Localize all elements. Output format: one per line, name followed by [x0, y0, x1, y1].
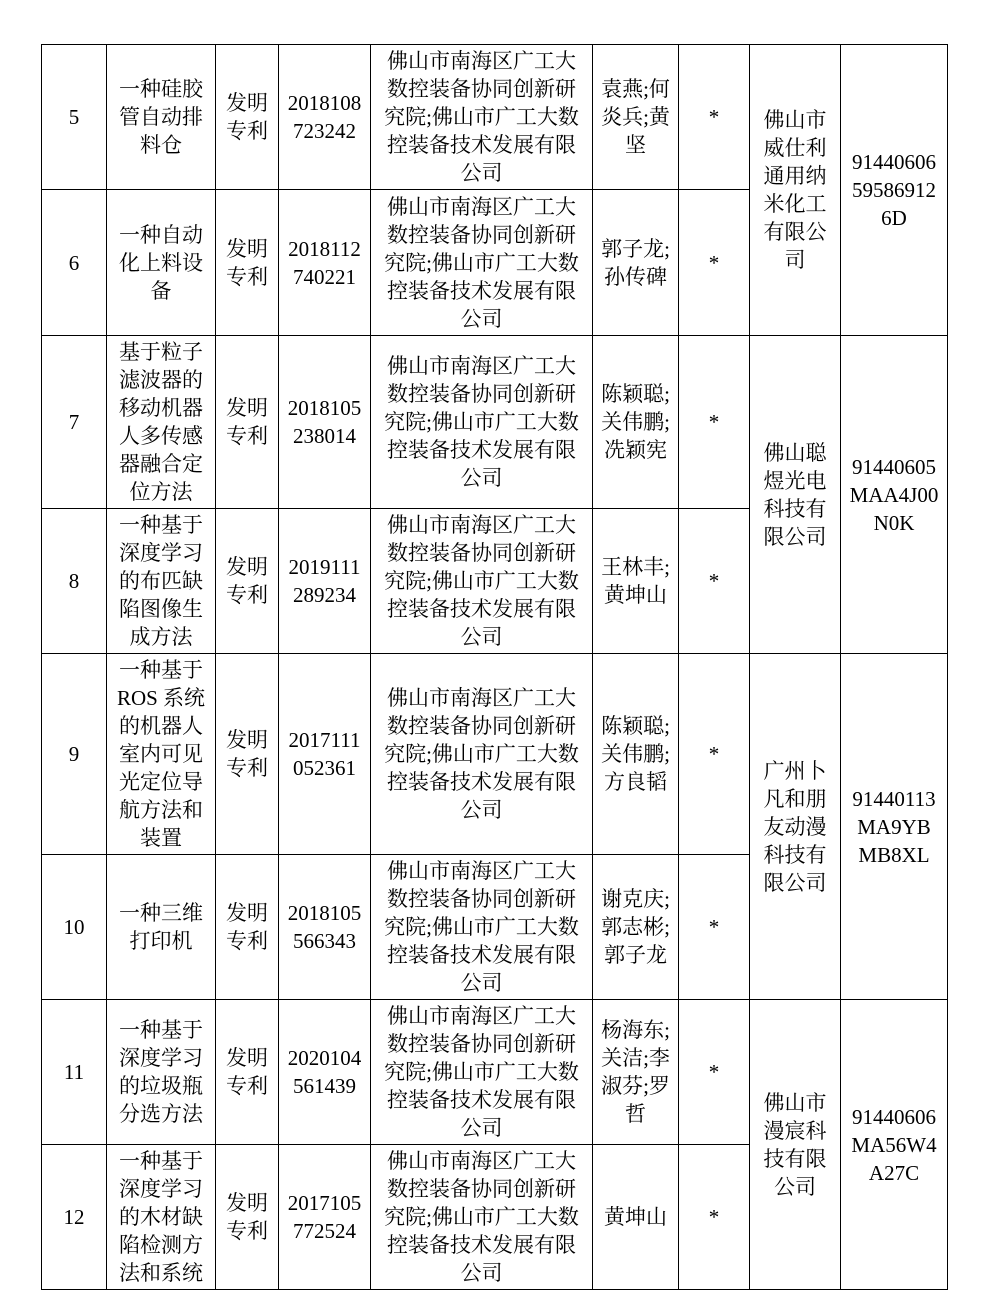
- patent-number-cell: 2018105566343: [279, 855, 371, 1000]
- patent-type-cell: 发明专利: [216, 855, 279, 1000]
- row-number-cell: 11: [42, 1000, 107, 1145]
- row-number-cell: 7: [42, 336, 107, 509]
- asterisk-cell: *: [679, 654, 750, 855]
- patent-number-cell: 2020104561439: [279, 1000, 371, 1145]
- row-number-cell: 12: [42, 1145, 107, 1290]
- asterisk-cell: *: [679, 509, 750, 654]
- applicant-cell: 佛山市南海区广工大数控装备协同创新研究院;佛山市广工大数控装备技术发展有限公司: [371, 654, 593, 855]
- asterisk-cell: *: [679, 855, 750, 1000]
- patent-title-cell: 一种自动化上料设备: [107, 190, 216, 336]
- patent-title-cell: 基于粒子滤波器的移动机器人多传感器融合定位方法: [107, 336, 216, 509]
- row-number-cell: 6: [42, 190, 107, 336]
- patent-type-cell: 发明专利: [216, 1145, 279, 1290]
- applicant-cell: 佛山市南海区广工大数控装备协同创新研究院;佛山市广工大数控装备技术发展有限公司: [371, 509, 593, 654]
- row-number-cell: 9: [42, 654, 107, 855]
- patent-table: [41, 44, 948, 1290]
- inventors-cell: 陈颖聪;关伟鹏;方良韬: [593, 654, 679, 855]
- applicant-cell: 佛山市南海区广工大数控装备协同创新研究院;佛山市广工大数控装备技术发展有限公司: [371, 855, 593, 1000]
- asterisk-cell: *: [679, 1000, 750, 1145]
- patent-title-cell: 一种基于深度学习的垃圾瓶分选方法: [107, 1000, 216, 1145]
- applicant-cell: 佛山市南海区广工大数控装备协同创新研究院;佛山市广工大数控装备技术发展有限公司: [371, 190, 593, 336]
- asterisk-cell: *: [679, 1145, 750, 1290]
- inventors-cell: 黄坤山: [593, 1145, 679, 1290]
- company-cell: 佛山聪煜光电科技有限公司: [750, 336, 841, 654]
- patent-title-cell: 一种基于深度学习的布匹缺陷图像生成方法: [107, 509, 216, 654]
- inventors-cell: 杨海东;关洁;李淑芬;罗哲: [593, 1000, 679, 1145]
- patent-title-cell: 一种基于ROS 系统的机器人室内可见光定位导航方法和装置: [107, 654, 216, 855]
- patent-type-cell: 发明专利: [216, 336, 279, 509]
- patent-type-cell: 发明专利: [216, 654, 279, 855]
- company-cell: 佛山市漫宸科技有限公司: [750, 1000, 841, 1290]
- company-cell: 广州卜凡和朋友动漫科技有限公司: [750, 654, 841, 1000]
- inventors-cell: 袁燕;何炎兵;黄坚: [593, 45, 679, 190]
- applicant-cell: 佛山市南海区广工大数控装备协同创新研究院;佛山市广工大数控装备技术发展有限公司: [371, 45, 593, 190]
- inventors-cell: 郭子龙;孙传碑: [593, 190, 679, 336]
- patent-type-cell: 发明专利: [216, 45, 279, 190]
- patent-number-cell: 2018112740221: [279, 190, 371, 336]
- applicant-cell: 佛山市南海区广工大数控装备协同创新研究院;佛山市广工大数控装备技术发展有限公司: [371, 1145, 593, 1290]
- inventors-cell: 陈颖聪;关伟鹏;冼颖宪: [593, 336, 679, 509]
- company-cell: 佛山市威仕利通用纳米化工有限公司: [750, 45, 841, 336]
- applicant-cell: 佛山市南海区广工大数控装备协同创新研究院;佛山市广工大数控装备技术发展有限公司: [371, 336, 593, 509]
- patent-type-cell: 发明专利: [216, 190, 279, 336]
- patent-title-cell: 一种硅胶管自动排料仓: [107, 45, 216, 190]
- patent-title-cell: 一种三维打印机: [107, 855, 216, 1000]
- row-number-cell: 10: [42, 855, 107, 1000]
- asterisk-cell: *: [679, 336, 750, 509]
- row-number-cell: 5: [42, 45, 107, 190]
- table-row: [42, 654, 948, 855]
- patent-number-cell: 2019111289234: [279, 509, 371, 654]
- company-code-cell: 91440606595869126D: [841, 45, 948, 336]
- inventors-cell: 王林丰;黄坤山: [593, 509, 679, 654]
- patent-title-cell: 一种基于深度学习的木材缺陷检测方法和系统: [107, 1145, 216, 1290]
- patent-number-cell: 2018105238014: [279, 336, 371, 509]
- table-row: [42, 45, 948, 190]
- patent-number-cell: 2017105772524: [279, 1145, 371, 1290]
- row-number-cell: 8: [42, 509, 107, 654]
- company-code-cell: 91440605MAA4J00N0K: [841, 336, 948, 654]
- table-row: [42, 336, 948, 509]
- asterisk-cell: *: [679, 45, 750, 190]
- inventors-cell: 谢克庆;郭志彬;郭子龙: [593, 855, 679, 1000]
- company-code-cell: 91440113MA9YBMB8XL: [841, 654, 948, 1000]
- table-row: [42, 1000, 948, 1145]
- patent-number-cell: 2017111052361: [279, 654, 371, 855]
- patent-type-cell: 发明专利: [216, 1000, 279, 1145]
- patent-number-cell: 2018108723242: [279, 45, 371, 190]
- asterisk-cell: *: [679, 190, 750, 336]
- company-code-cell: 91440606MA56W4A27C: [841, 1000, 948, 1290]
- applicant-cell: 佛山市南海区广工大数控装备协同创新研究院;佛山市广工大数控装备技术发展有限公司: [371, 1000, 593, 1145]
- patent-type-cell: 发明专利: [216, 509, 279, 654]
